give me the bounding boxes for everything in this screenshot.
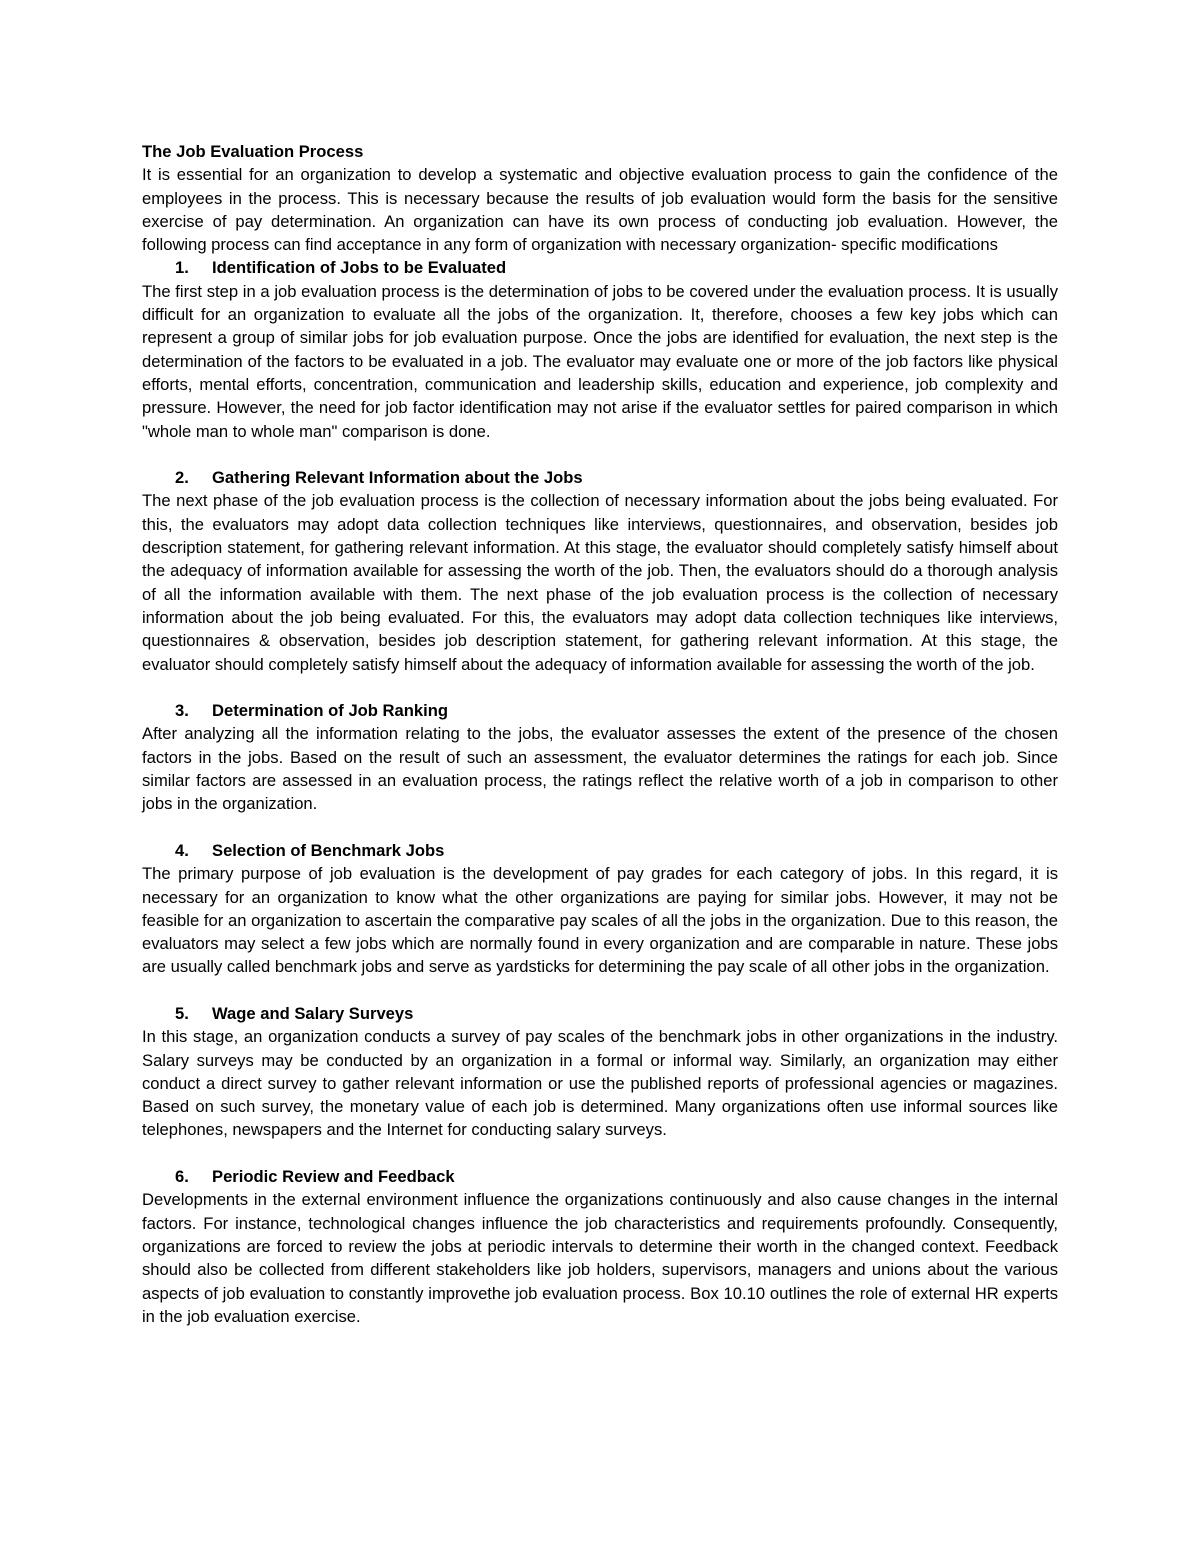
section-title: Determination of Job Ranking bbox=[212, 701, 449, 721]
section-heading bbox=[142, 1165, 1058, 1188]
section-body: The primary purpose of job evaluation is the development of pay grades for each category of jobs. In this regard, it is necessary for an organization to know what the other organizations are paying for similar jobs. However, it may not be feasible for an organization to ascertain the comparative pay scales of all the jobs in the organization. Due to this reason, the evaluators may select a few jobs which are normally found in every organization and are comparable in nature. These jobs are usually called benchmark jobs and serve as yardsticks for determining the pay scale of all other jobs in the organization. bbox=[142, 864, 1058, 977]
section-body: The next phase of the job evaluation process is the collection of necessary information about the jobs being evaluated. For this, the evaluators may adopt data collection techniques like interviews, questionnaires, and observation, besides job description statement, for gathering relevant information. At this stage, the evaluator should completely satisfy himself about the adequacy of information available for assessing the worth of the job. Then, the evaluators should do a thorough analysis of all the information available with them. The next phase of the job evaluation process is the collection of necessary information about the job being evaluated. For this, the evaluators may adopt data collection techniques like interviews, questionnaires & observation, besides job description statement, for gathering relevant information. At this stage, the evaluator should completely satisfy himself about the adequacy of information available for assessing the worth of the job. bbox=[142, 491, 1058, 674]
document-page bbox=[142, 140, 1058, 1328]
section-title: Selection of Benchmark Jobs bbox=[212, 840, 445, 860]
section-gathering-information bbox=[142, 466, 1058, 676]
section-body: After analyzing all the information relating to the jobs, the evaluator assesses the extent of the presence of the chosen factors in the jobs. Based on the result of such an assessment, the evaluator determines the ratings for each job. Since similar factors are assessed in an evaluation process, the ratings reflect the relative worth of a job in comparison to other jobs in the organization. bbox=[142, 724, 1058, 814]
section-body: In this stage, an organization conducts a survey of pay scales of the benchmark jobs in other organizations in the industry. Salary surveys may be conducted by an organization in a formal or informal way. Similarly, an organization may either conduct a direct survey to gather relevant information or use the published reports of professional agencies or magazines. Based on such survey, the monetary value of each job is determined. Many organizations often use informal sources like telephones, newspapers and the Internet for conducting salary surveys. bbox=[142, 1027, 1058, 1140]
section-heading bbox=[142, 256, 1058, 279]
section-benchmark-jobs bbox=[142, 839, 1058, 979]
section-heading bbox=[142, 839, 1058, 862]
section-heading bbox=[142, 1002, 1058, 1025]
section-title: Identification of Jobs to be Evaluated bbox=[212, 258, 507, 278]
section-body: The first step in a job evaluation process is the determination of jobs to be covered under the evaluation process. It is usually difficult for an organization to evaluate all the jobs of the organization. It, therefore, chooses a few key jobs which can represent a group of similar jobs for job evaluation purpose. Once the jobs are identified for evaluation, the next step is the determination of the factors to be evaluated in a job. The evaluator may evaluate one or more of the job factors like physical efforts, mental efforts, concentration, communication and leadership skills, education and experience, job complexity and pressure. However, the need for job factor identification may not arise if the evaluator settles for paired comparison in which "whole man to whole man" comparison is done. bbox=[142, 281, 1058, 441]
section-body: Developments in the external environment influence the organizations continuously and also cause changes in the internal factors. For instance, technological changes influence the job characteristics and requirements profoundly. Consequently, organizations are forced to review the jobs at periodic intervals to determine their worth in the changed context. Feedback should also be collected from different stakeholders like job holders, supervisors, managers and unions about the various aspects of job evaluation to constantly improvethe job evaluation process. Box 10.10 outlines the role of external HR experts in the job evaluation exercise. bbox=[142, 1190, 1058, 1326]
section-number: 5. bbox=[175, 1003, 189, 1023]
section-title: Wage and Salary Surveys bbox=[212, 1003, 414, 1023]
section-number: 2. bbox=[175, 468, 189, 488]
document-title: The Job Evaluation Process bbox=[142, 142, 364, 161]
section-job-ranking bbox=[142, 699, 1058, 815]
section-title: Gathering Relevant Information about the Jobs bbox=[212, 468, 583, 488]
section-review-feedback bbox=[142, 1165, 1058, 1328]
section-salary-surveys bbox=[142, 1002, 1058, 1142]
section-number: 3. bbox=[175, 701, 189, 721]
section-heading bbox=[142, 699, 1058, 722]
section-number: 6. bbox=[175, 1167, 189, 1187]
section-identification bbox=[142, 256, 1058, 442]
section-number: 1. bbox=[175, 258, 189, 278]
intro-paragraph: It is essential for an organization to develop a systematic and objective evaluation process to gain the confidence of the employees in the process. This is necessary because the results of job evaluation would form the basis for the sensitive exercise of pay determination. An organization can have its own process of conducting job evaluation. However, the following process can find acceptance in any form of organization with necessary organization- specific modifications bbox=[142, 165, 1058, 255]
section-title: Periodic Review and Feedback bbox=[212, 1167, 455, 1187]
section-number: 4. bbox=[175, 840, 189, 860]
section-heading bbox=[142, 466, 1058, 489]
